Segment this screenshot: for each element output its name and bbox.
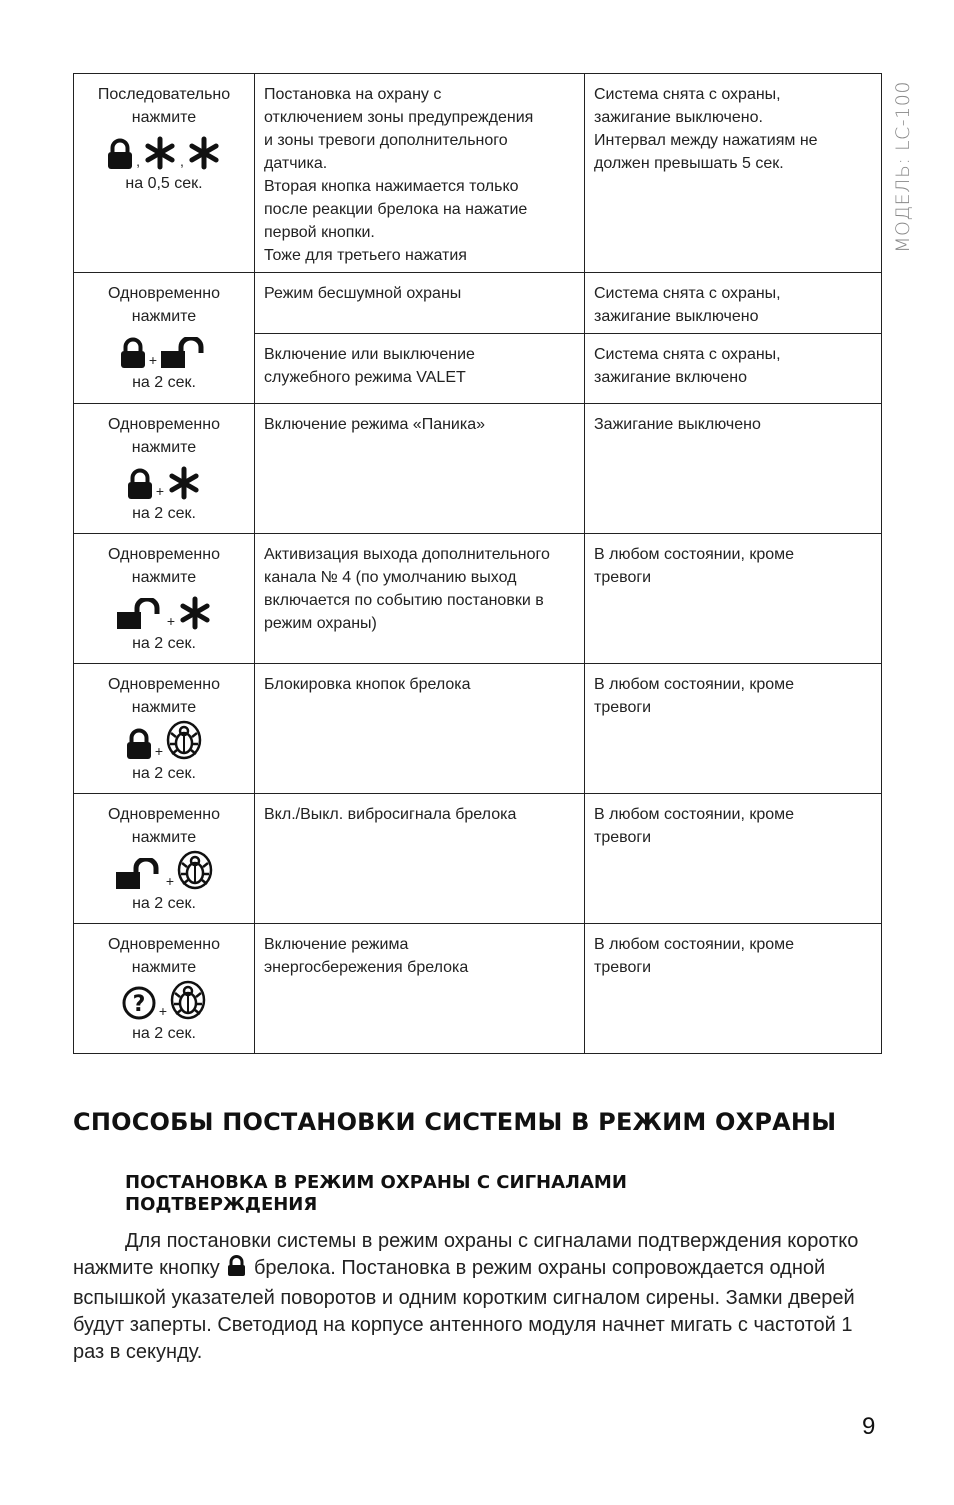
table-row xyxy=(74,664,882,794)
condition-cell: Система снята с охраны, зажигание включено xyxy=(585,334,882,404)
body-part1: Для постановки системы в режим охраны с сигналами подтверждения коротко нажмите кнопку xyxy=(73,1230,859,1279)
body-part2: брелока. Постановка в режим охраны сопровождается одной вспышкой указателей поворотов и одним коротким сигналом сирены. Замки дверей будут заперты. Светодиод на корпусе антенного модуля начнет мигать с частотой 1 раз в секунду. xyxy=(73,1257,855,1363)
key-combination-cell xyxy=(74,924,255,1054)
section-title: СПОСОБЫ ПОСТАНОВКИ СИСТЕМЫ В РЕЖИМ ОХРАНЫ xyxy=(73,1108,837,1136)
asterisk-icon xyxy=(187,136,221,170)
action-label: Одновременно нажмите xyxy=(108,936,220,976)
lock-closed-icon xyxy=(120,337,146,369)
action-label: Одновременно нажмите xyxy=(108,546,220,586)
action-label: Одновременно нажмите xyxy=(108,416,220,456)
key-icons xyxy=(78,720,250,760)
key-combination-cell xyxy=(74,534,255,664)
action-label: Последовательно нажмите xyxy=(97,86,231,126)
beetle-icon xyxy=(177,850,213,890)
lock-closed-icon xyxy=(107,138,133,170)
key-separator: , xyxy=(136,153,140,169)
model-side-label: МОДЕЛЬ: LC-100 xyxy=(892,81,914,253)
action-label: Одновременно нажмите xyxy=(108,806,220,846)
key-icons xyxy=(78,460,250,500)
action-label: Одновременно нажмите xyxy=(108,676,220,716)
key-separator: , xyxy=(180,153,184,169)
table-row xyxy=(74,273,882,334)
lock-closed-icon xyxy=(127,468,153,500)
key-icons xyxy=(78,980,250,1020)
question-icon xyxy=(122,986,156,1020)
key-separator: + xyxy=(166,613,176,629)
table-row xyxy=(74,794,882,924)
key-combination-cell xyxy=(74,273,255,404)
svg-text:?: ? xyxy=(132,992,146,1017)
key-combination-cell xyxy=(74,664,255,794)
action-label: Одновременно нажмите xyxy=(108,285,220,325)
lock-closed-icon xyxy=(227,1255,246,1285)
table-row xyxy=(74,74,882,273)
condition-cell: Система снята с охраны, зажигание выключено xyxy=(585,273,882,334)
key-combination-cell xyxy=(74,794,255,924)
condition-cell: Зажигание выключено xyxy=(585,404,882,534)
result-cell: Активизация выхода дополнительного канала № 4 (по умолчанию выход включается по событию постановки в режим охраны) xyxy=(255,534,585,664)
condition-cell: В любом состоянии, кроме тревоги xyxy=(585,794,882,924)
table-row xyxy=(74,924,882,1054)
result-cell: Включение или выключение служебного режима VALET xyxy=(255,334,585,404)
duration-label: на 2 сек. xyxy=(132,505,196,522)
condition-cell: В любом состоянии, кроме тревоги xyxy=(585,664,882,794)
result-cell: Включение режима энергосбережения брелока xyxy=(255,924,585,1054)
page-number: 9 xyxy=(862,1413,876,1440)
key-combination-cell xyxy=(74,74,255,273)
key-icons xyxy=(78,850,250,890)
key-icons xyxy=(78,590,250,630)
table-row xyxy=(74,534,882,664)
result-cell: Блокировка кнопок брелока xyxy=(255,664,585,794)
duration-label: на 2 сек. xyxy=(132,765,196,782)
subsection-title: ПОСТАНОВКА В РЕЖИМ ОХРАНЫ С СИГНАЛАМИ ПОДТВЕРЖДЕНИЯ xyxy=(125,1172,627,1215)
lock-closed-icon xyxy=(126,728,152,760)
beetle-icon xyxy=(170,980,206,1020)
key-separator: + xyxy=(158,1003,168,1019)
key-icons xyxy=(78,130,250,170)
key-separator: + xyxy=(155,483,165,499)
duration-label: на 2 сек. xyxy=(132,374,196,391)
duration-label: на 2 сек. xyxy=(132,1025,196,1042)
duration-label: на 2 сек. xyxy=(132,895,196,912)
asterisk-icon xyxy=(143,136,177,170)
beetle-icon xyxy=(166,720,202,760)
duration-label: на 0,5 сек. xyxy=(125,175,203,192)
key-separator: + xyxy=(154,743,164,759)
key-icons xyxy=(78,329,250,369)
result-cell: Постановка на охрану с отключением зоны предупреждения и зоны тревоги дополнительного датчика. Вторая кнопка нажимается только после реакции брелока на нажатие первой кнопки. Тоже для третьего нажатия xyxy=(255,74,585,273)
key-combination-cell xyxy=(74,404,255,534)
result-cell: Вкл./Выкл. вибросигнала брелока xyxy=(255,794,585,924)
condition-cell: Система снята с охраны, зажигание выключено. Интервал между нажатиям не должен превышать 5 сек. xyxy=(585,74,882,273)
asterisk-icon xyxy=(167,466,201,500)
key-separator: + xyxy=(148,352,158,368)
body-paragraph xyxy=(73,1228,888,1366)
duration-label: на 2 сек. xyxy=(132,635,196,652)
condition-cell: В любом состоянии, кроме тревоги xyxy=(585,534,882,664)
result-cell: Включение режима «Паника» xyxy=(255,404,585,534)
lock-open-icon xyxy=(115,858,163,890)
lock-open-icon xyxy=(116,598,164,630)
condition-cell: В любом состоянии, кроме тревоги xyxy=(585,924,882,1054)
table-row xyxy=(74,404,882,534)
key-separator: + xyxy=(165,873,175,889)
lock-open-icon xyxy=(160,337,208,369)
result-cell: Режим бесшумной охраны xyxy=(255,273,585,334)
asterisk-icon xyxy=(178,596,212,630)
key-combination-table xyxy=(73,73,882,1054)
